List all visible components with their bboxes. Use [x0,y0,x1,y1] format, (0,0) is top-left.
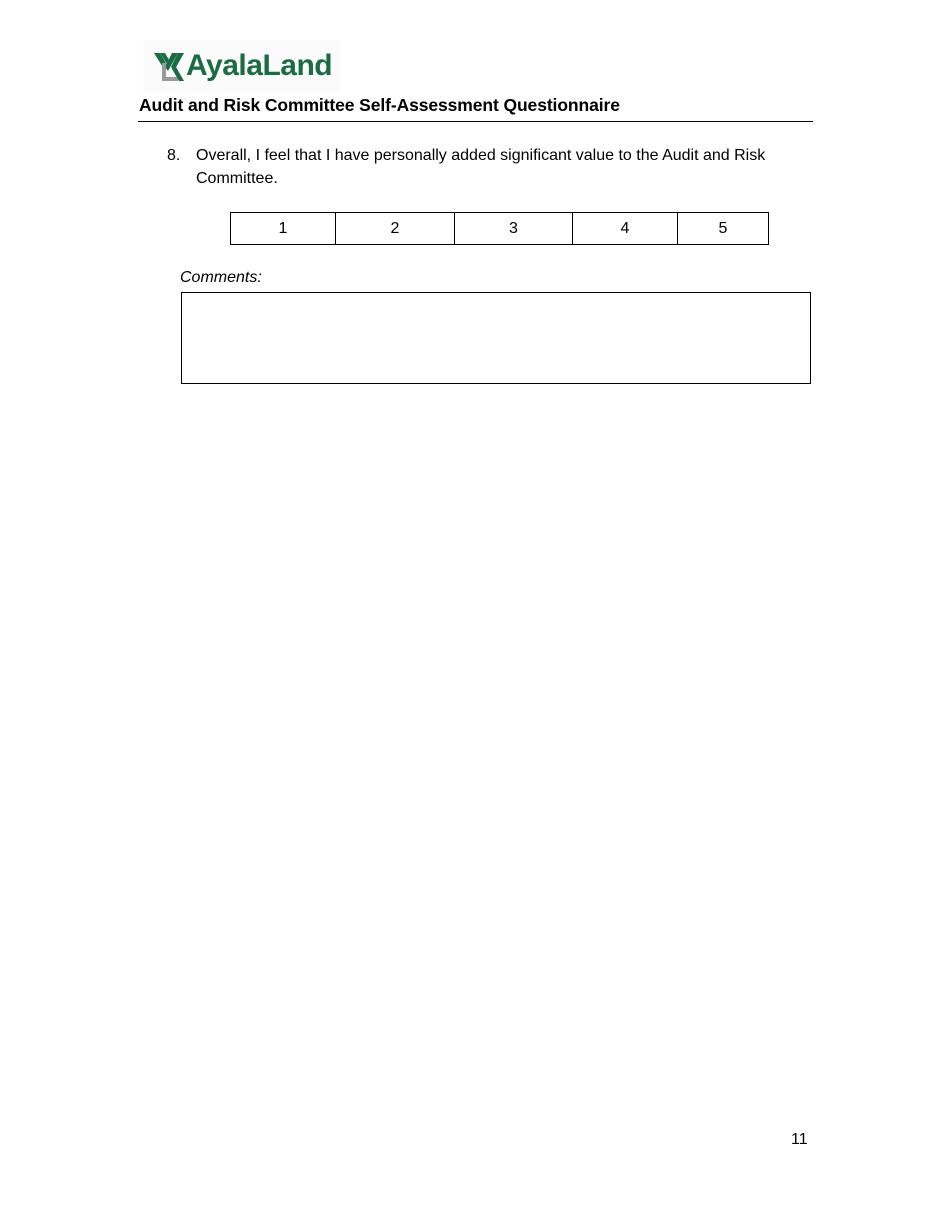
ayala-land-logo-icon [152,49,186,83]
question-text: Overall, I feel that I have personally added significant value to the Audit and Risk Committee. [196,147,766,187]
question-number: 8. [167,147,181,164]
document-title: Audit and Risk Committee Self-Assessment Questionnaire [139,95,620,115]
rating-option-2[interactable]: 2 [336,213,455,245]
rating-option-5[interactable]: 5 [678,213,769,245]
rating-scale [230,212,769,245]
rating-option-4[interactable]: 4 [573,213,678,245]
company-logo [143,40,341,92]
rating-option-1[interactable]: 1 [231,213,336,245]
header-divider [138,121,813,122]
logo-text: AyalaLand [186,49,333,82]
rating-option-3[interactable]: 3 [455,213,573,245]
page-number: 11 [791,1131,808,1148]
comments-label: Comments: [180,269,262,286]
comments-field[interactable] [181,292,811,384]
